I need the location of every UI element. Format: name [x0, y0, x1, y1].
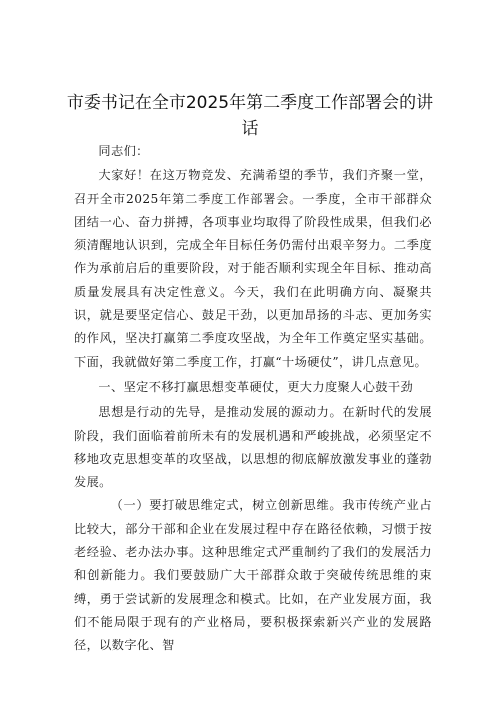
salutation: 同志们：: [98, 144, 149, 158]
subsection-1-paragraph: （一）要打破思维定式，树立创新思维。我市传统产业占比较大，部分干部和企业在发展过程中存在路径依赖，习惯于按老经验、老办法办事。这种思维定式严重制约了我们的发展活力和创新能力。我们要鼓励广大干部群众敢于突破传统思维的束缚，勇于尝试新的发展理念和模式。比如，在产业发展方面，我们不能局限于现有的产业格局，要积极探索新兴产业的发展路径，以数字化、智: [74, 498, 432, 653]
document-title: 市委书记在全市2025年第二季度工作部署会的讲话: [66, 93, 434, 139]
section-1-paragraph: 思想是行动的先导，是推动发展的源动力。在新时代的发展阶段，我们面临着前所未有的发展机遇和严峻挑战，必须坚定不移地攻克思想变革的攻坚战，以思想的彻底解放激发事业的蓬勃发展。: [74, 405, 432, 490]
intro-paragraph: 大家好！在这万物竞发、充满希望的季节，我们齐聚一堂，召开全市2025年第二季度工作部署会。一季度，全市干部群众团结一心、奋力拼搏，各项事业均取得了阶段性成果，但我们必须清醒地认识到，完成全年目标任务仍需付出艰辛努力。二季度作为承前启后的重要阶段，对于能否顺利实现全年目标、推动高质量发展具有决定性意义。今天，我们在此明确方向、凝聚共识，就是要坚定信心、鼓足干劲，以更加昂扬的斗志、更加务实的作风，坚决打赢第二季度攻坚战，为全年工作奠定坚实基础。下面，我就做好第二季度工作，打赢“十场硬仗”，讲几点意见。: [74, 168, 432, 369]
section-heading-1: 一、坚定不移打赢思想变革硬仗，更大力度聚人心鼓干劲: [98, 379, 414, 394]
document-body: [74, 140, 432, 658]
